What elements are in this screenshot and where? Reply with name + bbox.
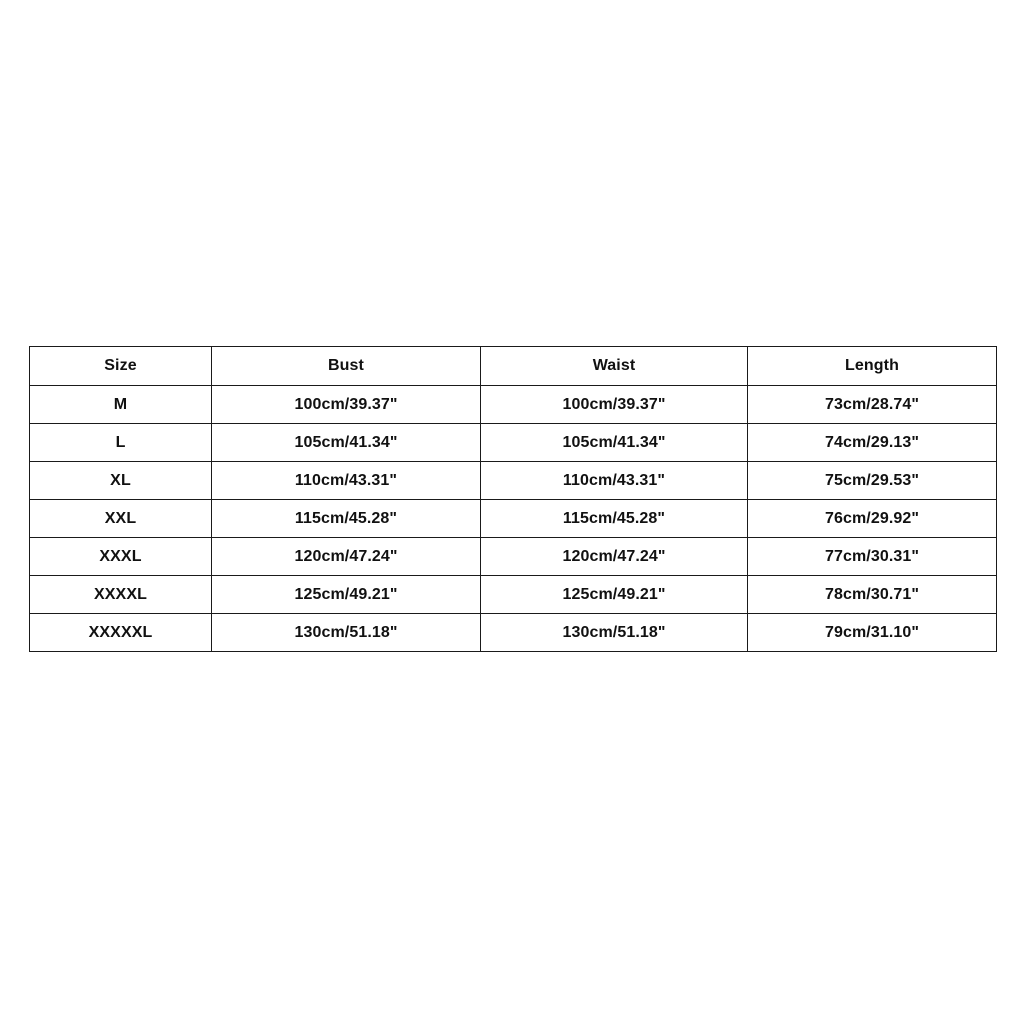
cell-size: XXL <box>30 500 212 538</box>
table-row <box>30 500 997 538</box>
table-row <box>30 576 997 614</box>
cell-length: 79cm/31.10" <box>748 614 997 652</box>
header-waist: Waist <box>481 347 748 386</box>
table-row <box>30 538 997 576</box>
cell-length: 78cm/30.71" <box>748 576 997 614</box>
cell-length: 76cm/29.92" <box>748 500 997 538</box>
cell-waist: 130cm/51.18" <box>481 614 748 652</box>
cell-waist: 125cm/49.21" <box>481 576 748 614</box>
cell-waist: 100cm/39.37" <box>481 386 748 424</box>
cell-size: XXXXL <box>30 576 212 614</box>
cell-bust: 110cm/43.31" <box>212 462 481 500</box>
header-bust: Bust <box>212 347 481 386</box>
table-row <box>30 386 997 424</box>
cell-size: XL <box>30 462 212 500</box>
table-row <box>30 424 997 462</box>
cell-waist: 110cm/43.31" <box>481 462 748 500</box>
cell-waist: 105cm/41.34" <box>481 424 748 462</box>
table-header-row <box>30 347 997 386</box>
header-length: Length <box>748 347 997 386</box>
size-chart-table <box>29 346 997 652</box>
cell-size: L <box>30 424 212 462</box>
cell-bust: 125cm/49.21" <box>212 576 481 614</box>
cell-bust: 120cm/47.24" <box>212 538 481 576</box>
cell-bust: 130cm/51.18" <box>212 614 481 652</box>
cell-size: M <box>30 386 212 424</box>
cell-size: XXXXXL <box>30 614 212 652</box>
cell-length: 74cm/29.13" <box>748 424 997 462</box>
cell-length: 77cm/30.31" <box>748 538 997 576</box>
cell-bust: 105cm/41.34" <box>212 424 481 462</box>
cell-bust: 100cm/39.37" <box>212 386 481 424</box>
cell-waist: 120cm/47.24" <box>481 538 748 576</box>
header-size: Size <box>30 347 212 386</box>
cell-waist: 115cm/45.28" <box>481 500 748 538</box>
table-row <box>30 614 997 652</box>
cell-size: XXXL <box>30 538 212 576</box>
table-row <box>30 462 997 500</box>
cell-length: 73cm/28.74" <box>748 386 997 424</box>
cell-length: 75cm/29.53" <box>748 462 997 500</box>
cell-bust: 115cm/45.28" <box>212 500 481 538</box>
